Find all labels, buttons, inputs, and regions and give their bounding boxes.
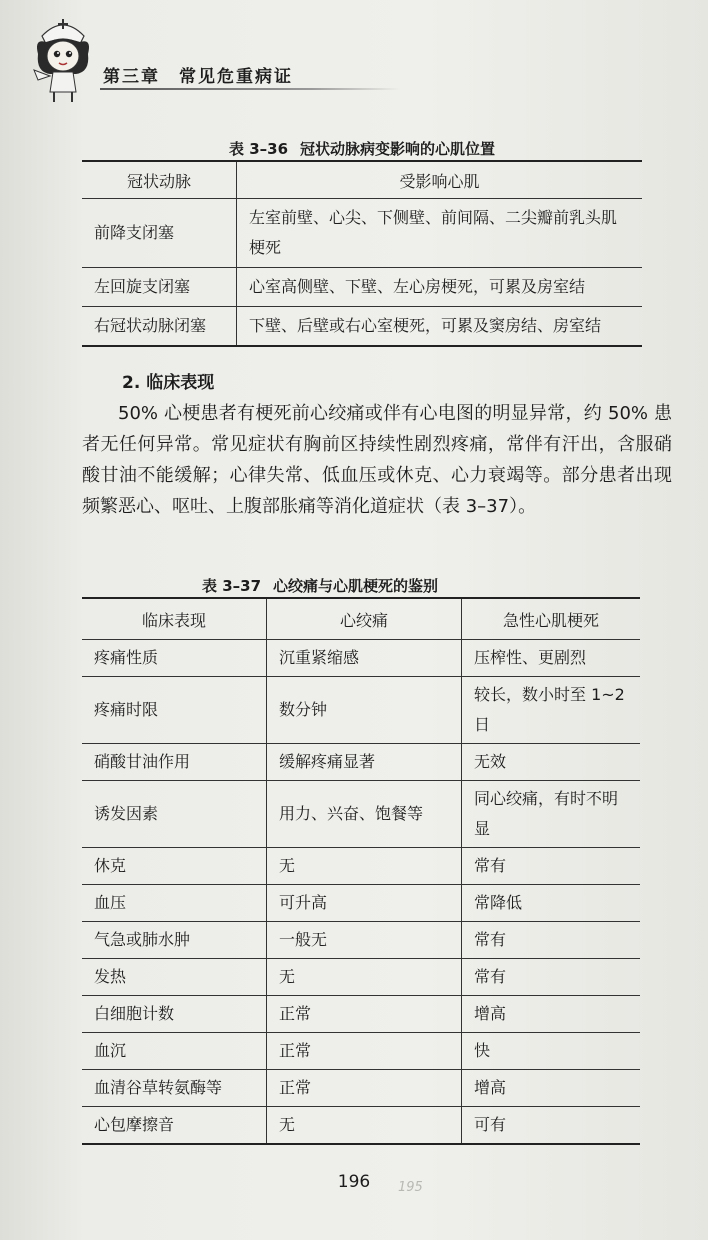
table-caption	[0, 575, 640, 596]
table-caption-number: 表 3–36	[228, 140, 289, 158]
table-cell: 压榨性、更剧烈	[462, 640, 641, 677]
table-cell: 较长，数小时至 1~2 日	[462, 677, 641, 744]
table-cell: 血压	[82, 885, 267, 922]
table-cell: 无	[267, 848, 462, 885]
column-header: 受影响心肌	[237, 161, 643, 199]
column-header: 临床表现	[82, 598, 267, 640]
table-cell: 疼痛性质	[82, 640, 267, 677]
table-row	[82, 781, 640, 848]
bleed-through-page-number: 195	[398, 1180, 423, 1195]
table-cell: 常降低	[462, 885, 641, 922]
table-row	[82, 1107, 640, 1145]
table-cell: 血清谷草转氨酶等	[82, 1070, 267, 1107]
coronary-artery-table	[82, 160, 642, 347]
table-cell: 缓解疼痛显著	[267, 744, 462, 781]
table-row	[82, 268, 642, 307]
table-row	[82, 640, 640, 677]
nurse-mascot-icon	[28, 14, 98, 104]
table-cell: 发热	[82, 959, 267, 996]
table-cell: 无效	[462, 744, 641, 781]
table-cell: 心包摩擦音	[82, 1107, 267, 1145]
column-header: 急性心肌梗死	[462, 598, 641, 640]
table-header-row	[82, 598, 640, 640]
table-cell: 气急或肺水肿	[82, 922, 267, 959]
table-cell: 快	[462, 1033, 641, 1070]
table-cell: 用力、兴奋、饱餐等	[267, 781, 462, 848]
table-caption	[42, 138, 682, 159]
table-row	[82, 1033, 640, 1070]
table-row	[82, 922, 640, 959]
table-row	[82, 848, 640, 885]
table-row	[82, 744, 640, 781]
table-cell: 常有	[462, 848, 641, 885]
table-cell: 血沉	[82, 1033, 267, 1070]
section-heading: 2. 临床表现	[122, 373, 215, 393]
table-cell: 同心绞痛，有时不明显	[462, 781, 641, 848]
table-cell: 正常	[267, 1033, 462, 1070]
header-divider	[100, 88, 400, 90]
table-cell: 左回旋支闭塞	[82, 268, 237, 307]
table-cell: 正常	[267, 996, 462, 1033]
table-row	[82, 996, 640, 1033]
column-header: 冠状动脉	[82, 161, 237, 199]
table-cell: 左室前壁、心尖、下侧壁、前间隔、二尖瓣前乳头肌梗死	[237, 199, 643, 268]
table-cell: 无	[267, 1107, 462, 1145]
table-row	[82, 959, 640, 996]
table-row	[82, 199, 642, 268]
table-cell: 增高	[462, 1070, 641, 1107]
table-cell: 无	[267, 959, 462, 996]
table-row	[82, 677, 640, 744]
table-cell: 一般无	[267, 922, 462, 959]
column-header: 心绞痛	[267, 598, 462, 640]
table-caption-text: 冠状动脉病变影响的心肌位置	[300, 140, 496, 158]
table-row	[82, 307, 642, 347]
body-paragraph	[82, 398, 672, 522]
table-cell: 正常	[267, 1070, 462, 1107]
table-cell: 心室高侧壁、下壁、左心房梗死，可累及房室结	[237, 268, 643, 307]
table-cell: 休克	[82, 848, 267, 885]
table-cell: 前降支闭塞	[82, 199, 237, 268]
table-row	[82, 1070, 640, 1107]
table-cell: 增高	[462, 996, 641, 1033]
table-cell: 可有	[462, 1107, 641, 1145]
table-cell: 疼痛时限	[82, 677, 267, 744]
table-cell: 下壁、后壁或右心室梗死，可累及窦房结、房室结	[237, 307, 643, 347]
page-number: 196	[337, 1172, 371, 1192]
table-cell: 数分钟	[267, 677, 462, 744]
table-caption-number: 表 3–37	[201, 577, 262, 595]
table-row	[82, 885, 640, 922]
table-caption-text: 心绞痛与心肌梗死的鉴别	[273, 577, 439, 595]
table-cell: 诱发因素	[82, 781, 267, 848]
table-cell: 沉重紧缩感	[267, 640, 462, 677]
table-cell: 右冠状动脉闭塞	[82, 307, 237, 347]
angina-vs-mi-table	[82, 597, 640, 1145]
table-cell: 白细胞计数	[82, 996, 267, 1033]
table-cell: 常有	[462, 959, 641, 996]
paragraph-text: 50% 心梗患者有梗死前心绞痛或伴有心电图的明显异常，约 50% 患者无任何异常。常见症状有胸前区持续性剧烈疼痛，常伴有汗出，含服硝酸甘油不能缓解；心律失常、低血压或休克、心力衰竭等。部分患者出现频繁恶心、呕吐、上腹部胀痛等消化道症状（表 3–37）。	[82, 403, 672, 517]
table-cell: 可升高	[267, 885, 462, 922]
table-header-row	[82, 161, 642, 199]
table-cell: 硝酸甘油作用	[82, 744, 267, 781]
chapter-title: 第三章 常见危重病证	[103, 67, 293, 87]
table-cell: 常有	[462, 922, 641, 959]
